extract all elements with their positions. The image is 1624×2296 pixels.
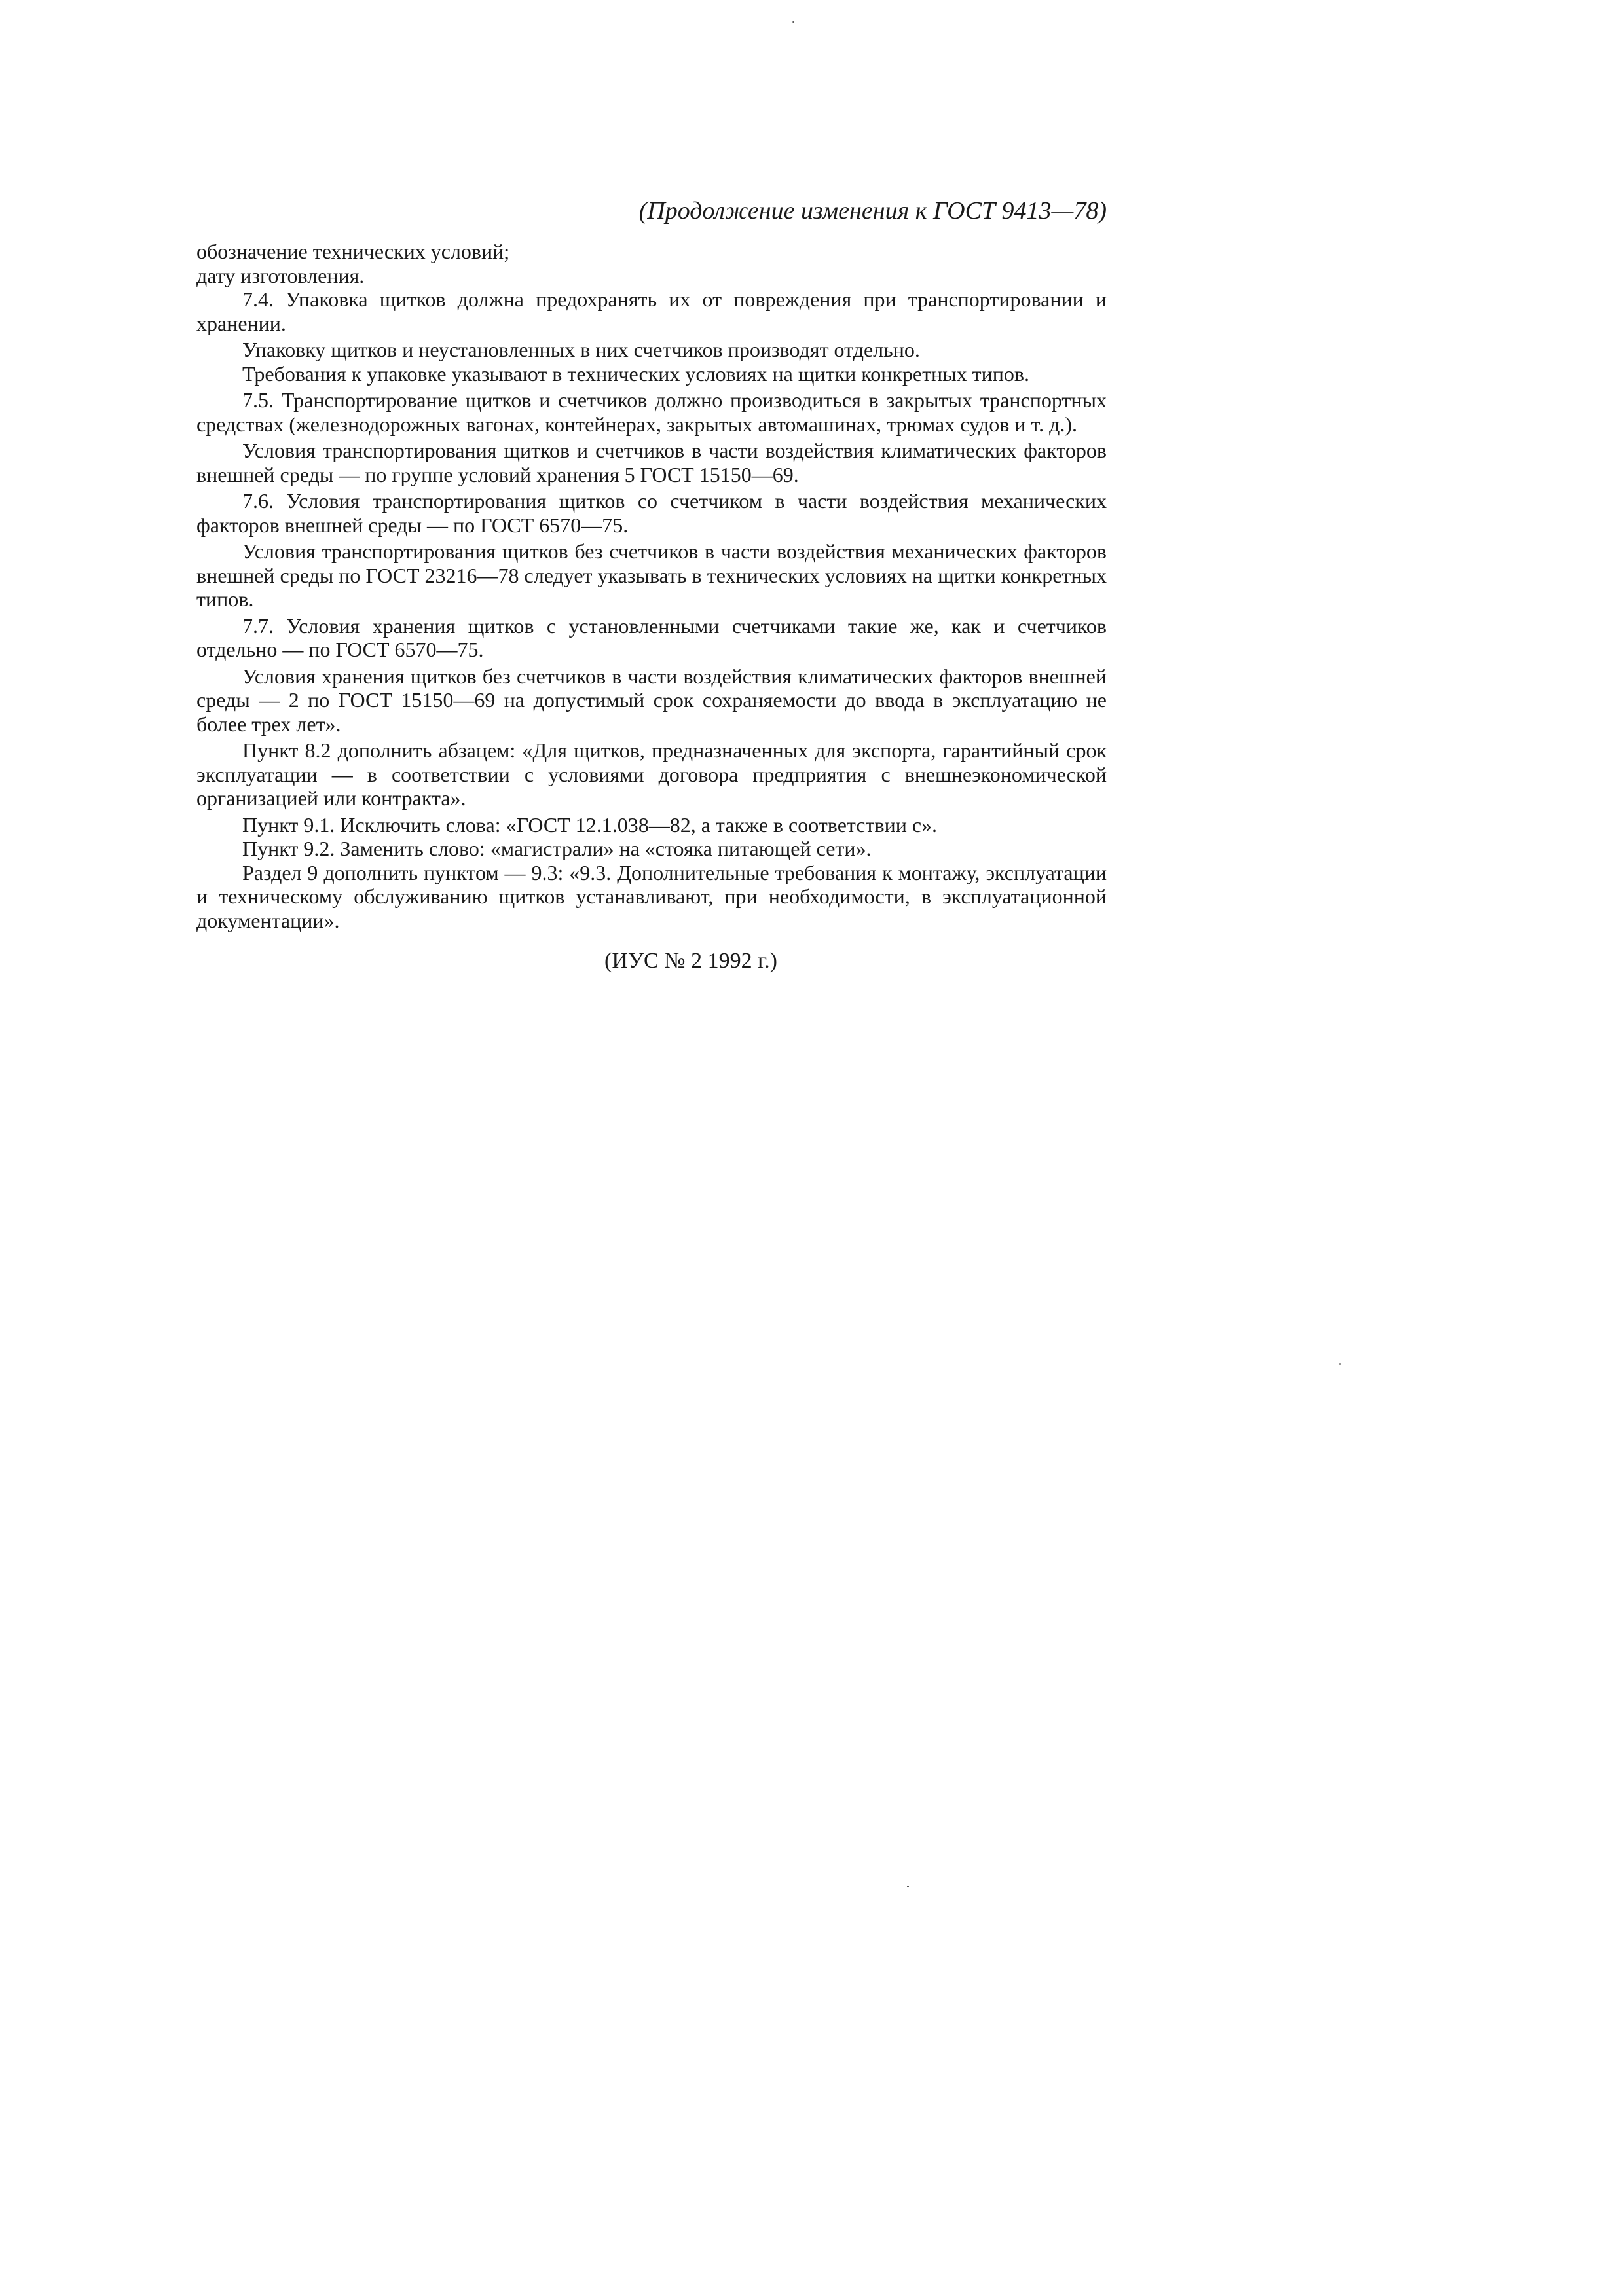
paragraph: Раздел 9 дополнить пунктом — 9.3: «9.3. Дополнительные требования к монтажу, эксплуатации и техническому обслуживанию щитков устанавливают, при необходимости, в эксплуатационной документации».	[196, 860, 1107, 932]
paragraph: Пункт 8.2 дополнить абзацем: «Для щитков, предназначенных для экспорта, гарантийный срок эксплуатации — в соответствии с условиями договора предприятия с внешнеэкономической организацией или контракта».	[196, 738, 1107, 810]
paragraph: 7.7. Условия хранения щитков с установленными счетчиками такие же, как и счетчиков отдельно — по ГОСТ 6570—75.	[196, 613, 1107, 661]
scan-speck	[1339, 1363, 1341, 1365]
paragraph: Пункт 9.2. Заменить слово: «магистрали» на «стояка питающей сети».	[242, 837, 872, 860]
paragraph: обозначение технических условий;	[196, 240, 510, 263]
paragraph: 7.5. Транспортирование щитков и счетчиков должно производиться в закрытых транспортных средствах (железнодорожных вагонах, контейнерах, закрытых автомашинах, трюмах судов и т. д.).	[196, 388, 1107, 436]
paragraph: Условия транспортирования щитков без счетчиков в части воздействия механических факторов внешней среды по ГОСТ 23216—78 следует указывать в технических условиях на щитки конкретных типов.	[196, 539, 1107, 611]
paragraph: дату изготовления.	[196, 263, 365, 287]
paragraph: Упаковку щитков и неустановленных в них счетчиков производят отдельно.	[242, 338, 920, 361]
paragraph: 7.6. Условия транспортирования щитков со счетчиком в части воздействия механических факторов внешней среды — по ГОСТ 6570—75.	[196, 489, 1107, 537]
text-block	[196, 196, 1107, 996]
paragraph: Требования к упаковке указывают в технических условиях на щитки конкретных типов.	[242, 361, 1030, 386]
paragraph: Условия транспортирования щитков и счетчиков в части воздействия климатических факторов внешней среды — по группе условий хранения 5 ГОСТ 15150—69.	[196, 439, 1107, 486]
paragraph: Условия хранения щитков без счетчиков в части воздействия климатических факторов внешней среды — 2 по ГОСТ 15150—69 на допустимый срок сохраняемости до ввода в эксплуатацию не более трех лет».	[196, 664, 1107, 736]
page-header: (Продолжение изменения к ГОСТ 9413—78)	[638, 197, 1107, 225]
scan-speck	[907, 1886, 909, 1887]
paragraph: Пункт 9.1. Исключить слова: «ГОСТ 12.1.038—82, а также в соответствии с».	[242, 812, 938, 837]
page-footer: (ИУС № 2 1992 г.)	[604, 949, 777, 973]
paragraph: 7.4. Упаковка щитков должна предохранять их от повреждения при транспортировании и хранении.	[196, 287, 1107, 335]
scan-speck	[792, 21, 794, 23]
